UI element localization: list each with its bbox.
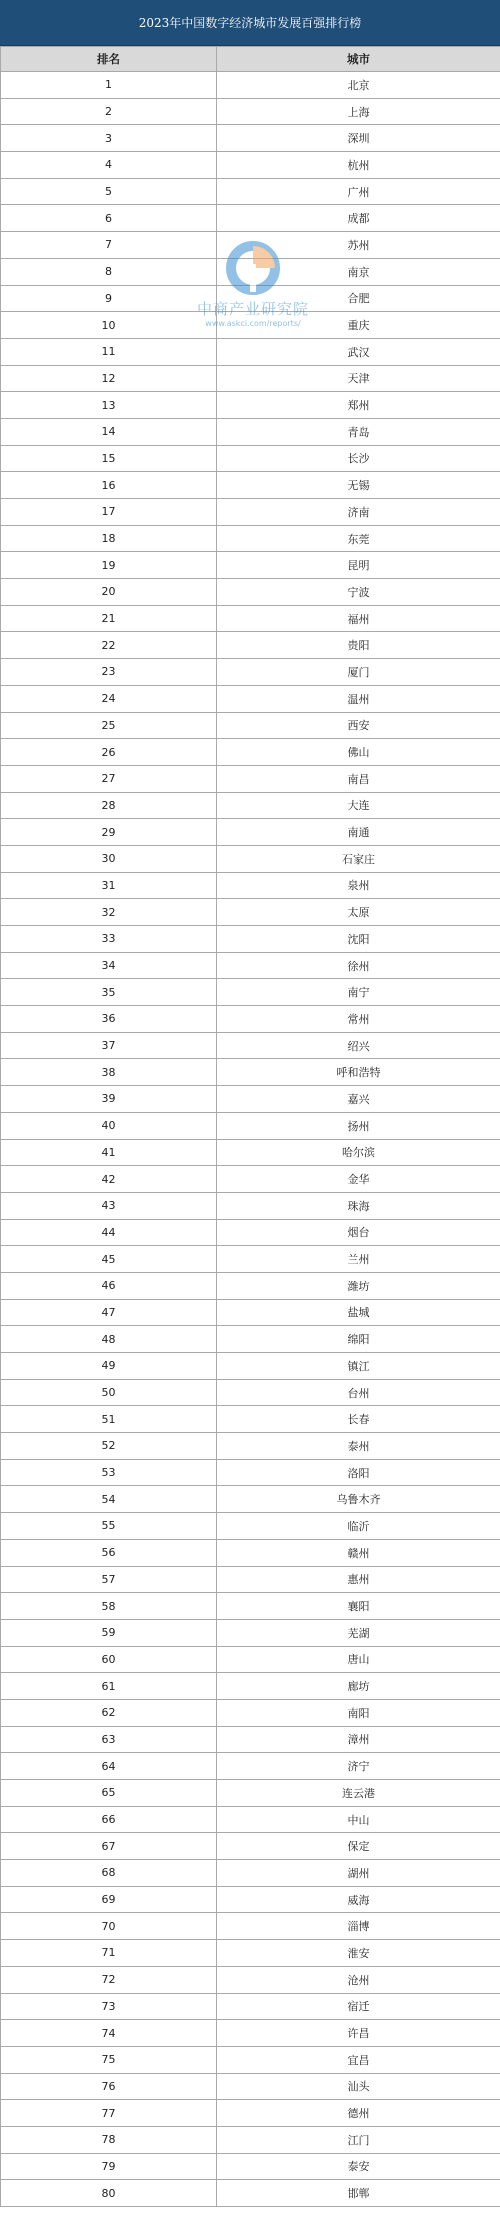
table-row xyxy=(1,1219,500,1246)
table-row xyxy=(1,552,500,579)
table-row xyxy=(1,1566,500,1593)
rank-cell: 2 xyxy=(1,98,217,125)
rank-cell: 61 xyxy=(1,1673,217,1700)
city-cell: 武汉 xyxy=(217,338,500,365)
table-row xyxy=(1,499,500,526)
city-cell: 沈阳 xyxy=(217,926,500,953)
city-cell: 昆明 xyxy=(217,552,500,579)
rank-cell: 57 xyxy=(1,1566,217,1593)
rank-cell: 20 xyxy=(1,579,217,606)
rank-cell: 9 xyxy=(1,285,217,312)
rank-cell: 66 xyxy=(1,1806,217,1833)
city-cell: 威海 xyxy=(217,1886,500,1913)
city-cell: 厦门 xyxy=(217,659,500,686)
city-cell: 台州 xyxy=(217,1379,500,1406)
city-cell: 扬州 xyxy=(217,1112,500,1139)
rank-cell: 73 xyxy=(1,1993,217,2020)
city-cell: 杭州 xyxy=(217,152,500,179)
city-cell: 广州 xyxy=(217,178,500,205)
table-row xyxy=(1,899,500,926)
table-row xyxy=(1,258,500,285)
rank-cell: 78 xyxy=(1,2126,217,2153)
city-cell: 哈尔滨 xyxy=(217,1139,500,1166)
city-cell: 常州 xyxy=(217,1006,500,1033)
city-cell: 北京 xyxy=(217,72,500,99)
table-row xyxy=(1,2153,500,2180)
ranking-table xyxy=(0,46,500,2207)
table-row xyxy=(1,1513,500,1540)
table-row xyxy=(1,979,500,1006)
table-row xyxy=(1,1139,500,1166)
rank-cell: 36 xyxy=(1,1006,217,1033)
city-cell: 泰安 xyxy=(217,2153,500,2180)
rank-cell: 75 xyxy=(1,2046,217,2073)
header-rank: 排名 xyxy=(1,47,217,72)
table-row xyxy=(1,1006,500,1033)
table-row xyxy=(1,819,500,846)
table-row xyxy=(1,98,500,125)
city-cell: 洛阳 xyxy=(217,1459,500,1486)
table-row xyxy=(1,1593,500,1620)
city-cell: 福州 xyxy=(217,605,500,632)
rank-cell: 41 xyxy=(1,1139,217,1166)
table-row xyxy=(1,579,500,606)
table-row xyxy=(1,1539,500,1566)
table-row xyxy=(1,1646,500,1673)
city-cell: 宿迁 xyxy=(217,1993,500,2020)
city-cell: 许昌 xyxy=(217,2020,500,2047)
table-row xyxy=(1,765,500,792)
city-cell: 温州 xyxy=(217,685,500,712)
city-cell: 镇江 xyxy=(217,1353,500,1380)
table-row xyxy=(1,1059,500,1086)
city-cell: 保定 xyxy=(217,1833,500,1860)
table-row xyxy=(1,1032,500,1059)
table-row xyxy=(1,659,500,686)
table-row xyxy=(1,205,500,232)
table-row xyxy=(1,178,500,205)
rank-cell: 79 xyxy=(1,2153,217,2180)
rank-cell: 27 xyxy=(1,765,217,792)
city-cell: 大连 xyxy=(217,792,500,819)
city-cell: 太原 xyxy=(217,899,500,926)
table-row xyxy=(1,125,500,152)
table-row xyxy=(1,72,500,99)
table-row xyxy=(1,285,500,312)
city-cell: 宜昌 xyxy=(217,2046,500,2073)
table-row xyxy=(1,1673,500,1700)
table-body xyxy=(1,72,500,2207)
city-cell: 济宁 xyxy=(217,1753,500,1780)
rank-cell: 25 xyxy=(1,712,217,739)
rank-cell: 45 xyxy=(1,1246,217,1273)
table-row xyxy=(1,1433,500,1460)
rank-cell: 56 xyxy=(1,1539,217,1566)
table-row xyxy=(1,1326,500,1353)
city-cell: 徐州 xyxy=(217,952,500,979)
rank-cell: 40 xyxy=(1,1112,217,1139)
city-cell: 沧州 xyxy=(217,1966,500,1993)
rank-cell: 4 xyxy=(1,152,217,179)
table-row xyxy=(1,1619,500,1646)
table-row xyxy=(1,952,500,979)
table-row xyxy=(1,1272,500,1299)
city-cell: 盐城 xyxy=(217,1299,500,1326)
rank-cell: 29 xyxy=(1,819,217,846)
rank-cell: 33 xyxy=(1,926,217,953)
city-cell: 南宁 xyxy=(217,979,500,1006)
table-row xyxy=(1,338,500,365)
city-cell: 长春 xyxy=(217,1406,500,1433)
rank-cell: 37 xyxy=(1,1032,217,1059)
table-row xyxy=(1,1966,500,1993)
rank-cell: 8 xyxy=(1,258,217,285)
rank-cell: 24 xyxy=(1,685,217,712)
rank-cell: 43 xyxy=(1,1192,217,1219)
table-row xyxy=(1,739,500,766)
rank-cell: 23 xyxy=(1,659,217,686)
rank-cell: 26 xyxy=(1,739,217,766)
rank-cell: 42 xyxy=(1,1166,217,1193)
table-row xyxy=(1,605,500,632)
table-row xyxy=(1,1353,500,1380)
city-cell: 漳州 xyxy=(217,1726,500,1753)
rank-cell: 22 xyxy=(1,632,217,659)
table-row xyxy=(1,2073,500,2100)
table-row xyxy=(1,1886,500,1913)
rank-cell: 60 xyxy=(1,1646,217,1673)
rank-cell: 50 xyxy=(1,1379,217,1406)
table-row xyxy=(1,1406,500,1433)
city-cell: 呼和浩特 xyxy=(217,1059,500,1086)
table-row xyxy=(1,472,500,499)
table-row xyxy=(1,1112,500,1139)
table-row xyxy=(1,2100,500,2127)
table-row xyxy=(1,872,500,899)
city-cell: 东莞 xyxy=(217,525,500,552)
table-row xyxy=(1,1993,500,2020)
rank-cell: 69 xyxy=(1,1886,217,1913)
table-row xyxy=(1,1753,500,1780)
table-row xyxy=(1,392,500,419)
rank-cell: 77 xyxy=(1,2100,217,2127)
city-cell: 赣州 xyxy=(217,1539,500,1566)
city-cell: 珠海 xyxy=(217,1192,500,1219)
rank-cell: 64 xyxy=(1,1753,217,1780)
table-row xyxy=(1,152,500,179)
table-row xyxy=(1,1086,500,1113)
rank-cell: 46 xyxy=(1,1272,217,1299)
table-row xyxy=(1,1192,500,1219)
rank-cell: 34 xyxy=(1,952,217,979)
rank-cell: 63 xyxy=(1,1726,217,1753)
table-row xyxy=(1,2180,500,2207)
rank-cell: 35 xyxy=(1,979,217,1006)
table-row xyxy=(1,1726,500,1753)
table-row xyxy=(1,792,500,819)
rank-cell: 54 xyxy=(1,1486,217,1513)
rank-cell: 6 xyxy=(1,205,217,232)
table-row xyxy=(1,1486,500,1513)
city-cell: 深圳 xyxy=(217,125,500,152)
table-row xyxy=(1,926,500,953)
city-cell: 嘉兴 xyxy=(217,1086,500,1113)
city-cell: 苏州 xyxy=(217,232,500,259)
rank-cell: 72 xyxy=(1,1966,217,1993)
watermark-brand: 中商产业研究院 xyxy=(196,300,309,318)
rank-cell: 71 xyxy=(1,1940,217,1967)
rank-cell: 68 xyxy=(1,1860,217,1887)
city-cell: 南阳 xyxy=(217,1699,500,1726)
rank-cell: 59 xyxy=(1,1619,217,1646)
table-header-row xyxy=(1,47,500,72)
rank-cell: 53 xyxy=(1,1459,217,1486)
city-cell: 南京 xyxy=(217,258,500,285)
table-row xyxy=(1,1299,500,1326)
rank-cell: 58 xyxy=(1,1593,217,1620)
city-cell: 绍兴 xyxy=(217,1032,500,1059)
table-row xyxy=(1,1246,500,1273)
city-cell: 乌鲁木齐 xyxy=(217,1486,500,1513)
rank-cell: 48 xyxy=(1,1326,217,1353)
rank-cell: 12 xyxy=(1,365,217,392)
rank-cell: 15 xyxy=(1,445,217,472)
rank-cell: 10 xyxy=(1,312,217,339)
city-cell: 烟台 xyxy=(217,1219,500,1246)
rank-cell: 70 xyxy=(1,1913,217,1940)
rank-cell: 44 xyxy=(1,1219,217,1246)
city-cell: 宁波 xyxy=(217,579,500,606)
table-row xyxy=(1,632,500,659)
city-cell: 南昌 xyxy=(217,765,500,792)
table-row xyxy=(1,525,500,552)
city-cell: 芜湖 xyxy=(217,1619,500,1646)
table-row xyxy=(1,1940,500,1967)
rank-cell: 1 xyxy=(1,72,217,99)
header-city: 城市 xyxy=(217,47,500,72)
table-row xyxy=(1,845,500,872)
rank-cell: 17 xyxy=(1,499,217,526)
rank-cell: 21 xyxy=(1,605,217,632)
rank-cell: 49 xyxy=(1,1353,217,1380)
rank-cell: 31 xyxy=(1,872,217,899)
rank-cell: 52 xyxy=(1,1433,217,1460)
city-cell: 郑州 xyxy=(217,392,500,419)
table-row xyxy=(1,1166,500,1193)
city-cell: 廊坊 xyxy=(217,1673,500,1700)
city-cell: 中山 xyxy=(217,1806,500,1833)
city-cell: 绵阳 xyxy=(217,1326,500,1353)
table-row xyxy=(1,418,500,445)
rank-cell: 51 xyxy=(1,1406,217,1433)
table-row xyxy=(1,1806,500,1833)
city-cell: 佛山 xyxy=(217,739,500,766)
rank-cell: 3 xyxy=(1,125,217,152)
city-cell: 金华 xyxy=(217,1166,500,1193)
rank-cell: 13 xyxy=(1,392,217,419)
table-row xyxy=(1,2020,500,2047)
table-row xyxy=(1,712,500,739)
city-cell: 汕头 xyxy=(217,2073,500,2100)
rank-cell: 55 xyxy=(1,1513,217,1540)
table-row xyxy=(1,312,500,339)
table-row xyxy=(1,1833,500,1860)
city-cell: 潍坊 xyxy=(217,1272,500,1299)
city-cell: 贵阳 xyxy=(217,632,500,659)
city-cell: 济南 xyxy=(217,499,500,526)
rank-cell: 28 xyxy=(1,792,217,819)
rank-cell: 38 xyxy=(1,1059,217,1086)
city-cell: 惠州 xyxy=(217,1566,500,1593)
city-cell: 成都 xyxy=(217,205,500,232)
city-cell: 唐山 xyxy=(217,1646,500,1673)
table-row xyxy=(1,1780,500,1807)
city-cell: 临沂 xyxy=(217,1513,500,1540)
table-row xyxy=(1,232,500,259)
table-row xyxy=(1,1699,500,1726)
rank-cell: 7 xyxy=(1,232,217,259)
rank-cell: 80 xyxy=(1,2180,217,2207)
city-cell: 邯郸 xyxy=(217,2180,500,2207)
city-cell: 襄阳 xyxy=(217,1593,500,1620)
rank-cell: 11 xyxy=(1,338,217,365)
rank-cell: 32 xyxy=(1,899,217,926)
city-cell: 江门 xyxy=(217,2126,500,2153)
rank-cell: 74 xyxy=(1,2020,217,2047)
city-cell: 湖州 xyxy=(217,1860,500,1887)
rank-cell: 67 xyxy=(1,1833,217,1860)
city-cell: 重庆 xyxy=(217,312,500,339)
watermark-url: www.askci.com/reports/ xyxy=(205,319,301,328)
table-row xyxy=(1,1459,500,1486)
rank-cell: 39 xyxy=(1,1086,217,1113)
rank-cell: 47 xyxy=(1,1299,217,1326)
city-cell: 天津 xyxy=(217,365,500,392)
rank-cell: 76 xyxy=(1,2073,217,2100)
table-title: 2023年中国数字经济城市发展百强排行榜 xyxy=(0,0,500,46)
city-cell: 上海 xyxy=(217,98,500,125)
rank-cell: 62 xyxy=(1,1699,217,1726)
table-row xyxy=(1,445,500,472)
city-cell: 石家庄 xyxy=(217,845,500,872)
city-cell: 泉州 xyxy=(217,872,500,899)
rank-cell: 19 xyxy=(1,552,217,579)
rank-cell: 16 xyxy=(1,472,217,499)
rank-cell: 14 xyxy=(1,418,217,445)
rank-cell: 5 xyxy=(1,178,217,205)
table-row xyxy=(1,685,500,712)
city-cell: 西安 xyxy=(217,712,500,739)
rank-cell: 65 xyxy=(1,1780,217,1807)
city-cell: 淮安 xyxy=(217,1940,500,1967)
table-row xyxy=(1,1913,500,1940)
table-row xyxy=(1,2126,500,2153)
city-cell: 无锡 xyxy=(217,472,500,499)
city-cell: 长沙 xyxy=(217,445,500,472)
city-cell: 兰州 xyxy=(217,1246,500,1273)
rank-cell: 18 xyxy=(1,525,217,552)
city-cell: 南通 xyxy=(217,819,500,846)
city-cell: 泰州 xyxy=(217,1433,500,1460)
table-row xyxy=(1,1379,500,1406)
city-cell: 连云港 xyxy=(217,1780,500,1807)
city-cell: 淄博 xyxy=(217,1913,500,1940)
city-cell: 德州 xyxy=(217,2100,500,2127)
city-cell: 合肥 xyxy=(217,285,500,312)
table-row xyxy=(1,1860,500,1887)
rank-cell: 30 xyxy=(1,845,217,872)
city-cell: 青岛 xyxy=(217,418,500,445)
table-row xyxy=(1,2046,500,2073)
table-row xyxy=(1,365,500,392)
